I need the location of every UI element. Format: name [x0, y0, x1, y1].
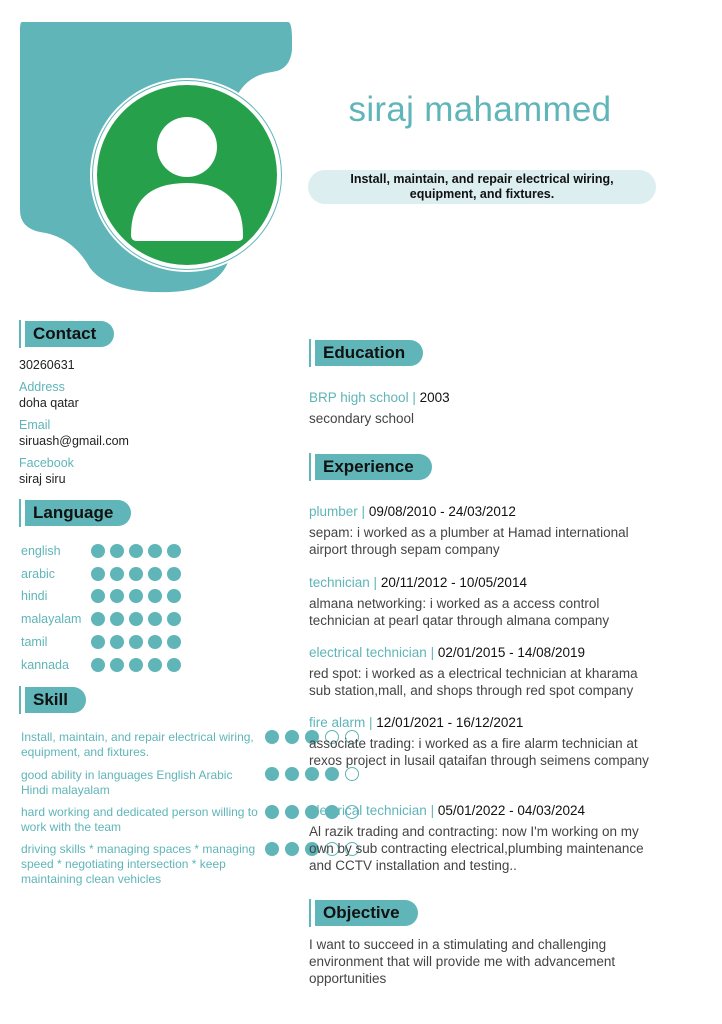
- language-name: tamil: [21, 635, 48, 649]
- rating-dot: [305, 767, 319, 781]
- language-name: english: [21, 544, 61, 558]
- job-description: almana networking: i worked as a access control technician at pearl qatar through almana company: [309, 596, 610, 628]
- job-dates: 02/01/2015 - 14/08/2019: [437, 645, 585, 660]
- job-description: Al razik trading and contracting: now I'm working on my own by sub contracting electrical,plumbing maintenance and CCTV installation and testing..: [309, 824, 644, 873]
- experience-heading: Experience: [309, 453, 432, 481]
- rating-dot: [167, 544, 181, 558]
- separator: |: [369, 575, 378, 590]
- experience-entry-head: [309, 575, 527, 590]
- language-row: [21, 588, 181, 604]
- rating-dot: [285, 805, 299, 819]
- rating-dot: [129, 612, 143, 626]
- rating-dot: [167, 658, 181, 672]
- language-name: hindi: [21, 589, 48, 603]
- rating-dot: [129, 589, 143, 603]
- job-dates: 12/01/2021 - 16/12/2021: [376, 715, 524, 730]
- rating-dot: [345, 767, 359, 781]
- rating-dot: [110, 658, 124, 672]
- language-row: [21, 543, 181, 559]
- rating-dot: [265, 767, 279, 781]
- rating-dot: [148, 589, 162, 603]
- rating-dot: [129, 567, 143, 581]
- job-dates: 09/08/2010 - 24/03/2012: [368, 504, 516, 519]
- rating-dot: [129, 544, 143, 558]
- language-rating: [91, 589, 181, 603]
- skill-text: Install, maintain, and repair electrical wiring, equipment, and fixtures.: [21, 730, 254, 759]
- job-role: electrical technician: [309, 645, 427, 660]
- rating-dot: [167, 589, 181, 603]
- rating-dot: [148, 635, 162, 649]
- experience-entry-head: [309, 645, 585, 660]
- job-dates: 05/01/2022 - 04/03/2024: [437, 803, 585, 818]
- rating-dot: [110, 612, 124, 626]
- rating-dot: [167, 567, 181, 581]
- job-role: technician: [309, 575, 370, 590]
- skill-text: hard working and dedicated person willing to work with the team: [21, 805, 258, 834]
- skill-rating: [265, 767, 359, 781]
- language-row: [21, 611, 181, 627]
- job-role: fire alarm: [309, 715, 366, 730]
- job-dates: 20/11/2012 - 10/05/2014: [380, 575, 527, 590]
- rating-dot: [148, 612, 162, 626]
- rating-dot: [110, 635, 124, 649]
- rating-dot: [91, 658, 105, 672]
- rating-dot: [91, 612, 105, 626]
- rating-dot: [91, 589, 105, 603]
- language-rating: [91, 635, 181, 649]
- phone-number: 30260631: [19, 358, 75, 372]
- tagline: Install, maintain, and repair electrical wiring, equipment, and fixtures.: [308, 170, 656, 204]
- separator: |: [426, 803, 435, 818]
- job-description: associate trading: i worked as a fire alarm technician at rexos project in lusail qataifan through seimens company: [309, 736, 649, 768]
- language-rating: [91, 612, 181, 626]
- skill-text: driving skills * managing spaces * managing speed * negotiating intersection * keep maintaining clean vehicles: [21, 842, 256, 886]
- language-row: [21, 634, 181, 650]
- rating-dot: [285, 842, 299, 856]
- rating-dot: [148, 658, 162, 672]
- experience-entry-head: [309, 715, 523, 730]
- skill-heading: Skill: [19, 686, 86, 714]
- experience-entry-head: [309, 803, 585, 818]
- language-name: malayalam: [21, 612, 82, 626]
- separator: |: [357, 504, 366, 519]
- rating-dot: [265, 842, 279, 856]
- rating-dot: [265, 805, 279, 819]
- rating-dot: [148, 567, 162, 581]
- language-rating: [91, 567, 181, 581]
- rating-dot: [91, 567, 105, 581]
- degree: secondary school: [309, 411, 415, 426]
- rating-dot: [129, 658, 143, 672]
- rating-dot: [285, 730, 299, 744]
- school-year: 2003: [419, 390, 450, 405]
- rating-dot: [167, 612, 181, 626]
- email-label: Email: [19, 418, 51, 432]
- rating-dot: [129, 635, 143, 649]
- objective-text: I want to succeed in a stimulating and challenging environment that will provide me with advancement opportunities: [309, 937, 616, 986]
- language-rating: [91, 544, 181, 558]
- person-icon: [97, 85, 277, 265]
- language-rating: [91, 658, 181, 672]
- job-description: red spot: i worked as a electrical technician at kharama sub station,mall, and shops through red spot company: [309, 666, 638, 698]
- rating-dot: [265, 730, 279, 744]
- job-description: sepam: i worked as a plumber at Hamad international airport through sepam company: [309, 525, 629, 557]
- separator: |: [365, 715, 373, 730]
- rating-dot: [110, 589, 124, 603]
- language-row: [21, 657, 181, 673]
- rating-dot: [110, 567, 124, 581]
- job-role: plumber: [309, 504, 358, 519]
- language-name: arabic: [21, 567, 56, 581]
- rating-dot: [91, 635, 105, 649]
- rating-dot: [167, 635, 181, 649]
- person-name: siraj mahammed: [348, 90, 612, 129]
- skill-text: good ability in languages English Arabic Hindi malayalam: [21, 768, 233, 797]
- facebook-label: Facebook: [19, 456, 74, 470]
- rating-dot: [110, 544, 124, 558]
- education-entry: BRP high school | 2003: [309, 390, 450, 405]
- objective-heading: Objective: [309, 899, 418, 927]
- separator: |: [426, 645, 435, 660]
- address-value: doha qatar: [19, 396, 79, 410]
- rating-dot: [325, 767, 339, 781]
- language-heading: Language: [19, 499, 131, 527]
- language-row: [21, 566, 181, 582]
- experience-entry-head: [309, 504, 516, 519]
- email-value[interactable]: siruash@gmail.com: [19, 434, 129, 448]
- rating-dot: [148, 544, 162, 558]
- address-label: Address: [19, 380, 65, 394]
- language-name: kannada: [21, 658, 69, 672]
- job-role: electrical technician: [309, 803, 427, 818]
- school-name: BRP high school: [309, 390, 409, 405]
- contact-heading: Contact: [19, 320, 114, 348]
- avatar: [97, 85, 277, 265]
- education-heading: Education: [309, 339, 423, 367]
- facebook-value[interactable]: siraj siru: [19, 472, 66, 486]
- rating-dot: [285, 767, 299, 781]
- rating-dot: [91, 544, 105, 558]
